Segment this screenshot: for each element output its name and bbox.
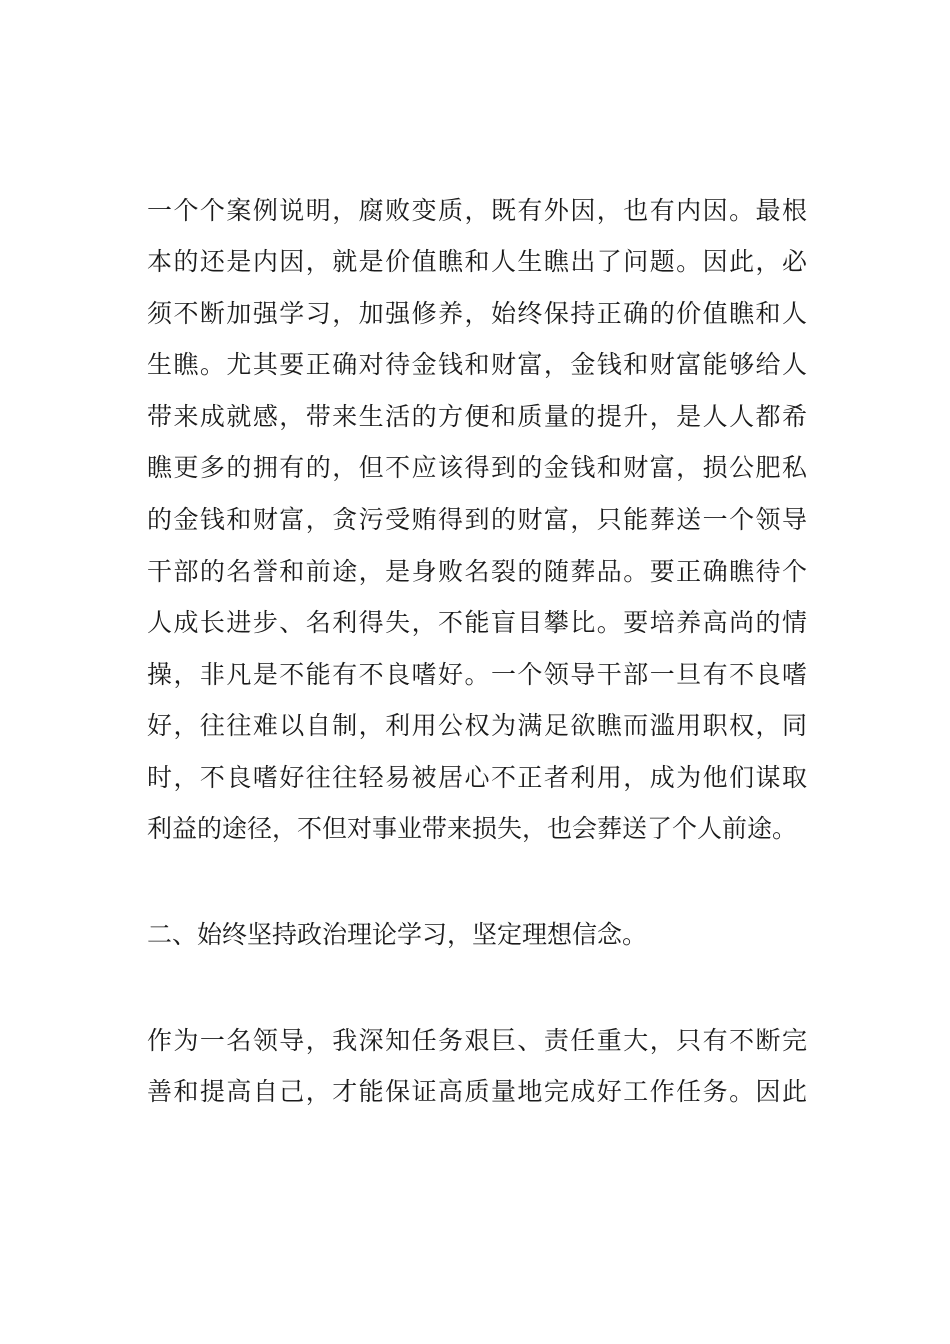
text-line: 一个个案例说明，腐败变质，既有外因，也有内因。最根: [147, 196, 807, 225]
text-line: 生瞧。尤其要正确对待金钱和财富，金钱和财富能够给人: [147, 350, 807, 379]
text-line: 善和提高自己，才能保证高质量地完成好工作任务。因此: [147, 1077, 807, 1106]
text-line: 操，非凡是不能有不良嗜好。一个领导干部一旦有不良嗜: [147, 660, 807, 689]
text-line: 带来成就感，带来生活的方便和质量的提升，是人人都希: [147, 402, 807, 431]
section-heading: 二、始终坚持政治理论学习，坚定理想信念。: [147, 920, 648, 949]
text-line: 干部的名誉和前途，是身败名裂的随葬品。要正确瞧待个: [147, 557, 807, 586]
text-line: 利益的途径，不但对事业带来损失，也会葬送了个人前途。: [147, 814, 798, 843]
text-line: 好，往往难以自制，利用公权为满足欲瞧而滥用职权，同: [147, 711, 807, 740]
text-line: 作为一名领导，我深知任务艰巨、责任重大，只有不断完: [147, 1026, 807, 1055]
text-line: 瞧更多的拥有的，但不应该得到的金钱和财富，损公肥私: [147, 453, 807, 482]
text-line: 本的还是内因，就是价值瞧和人生瞧出了问题。因此，必: [147, 247, 807, 276]
text-line: 时，不良嗜好往往轻易被居心不正者利用，成为他们谋取: [147, 763, 807, 792]
text-line: 须不断加强学习，加强修养，始终保持正确的价值瞧和人: [147, 299, 807, 328]
text-line: 人成长进步、名利得失，不能盲目攀比。要培养高尚的情: [147, 608, 807, 637]
text-line: 的金钱和财富，贪污受贿得到的财富，只能葬送一个领导: [147, 505, 807, 534]
